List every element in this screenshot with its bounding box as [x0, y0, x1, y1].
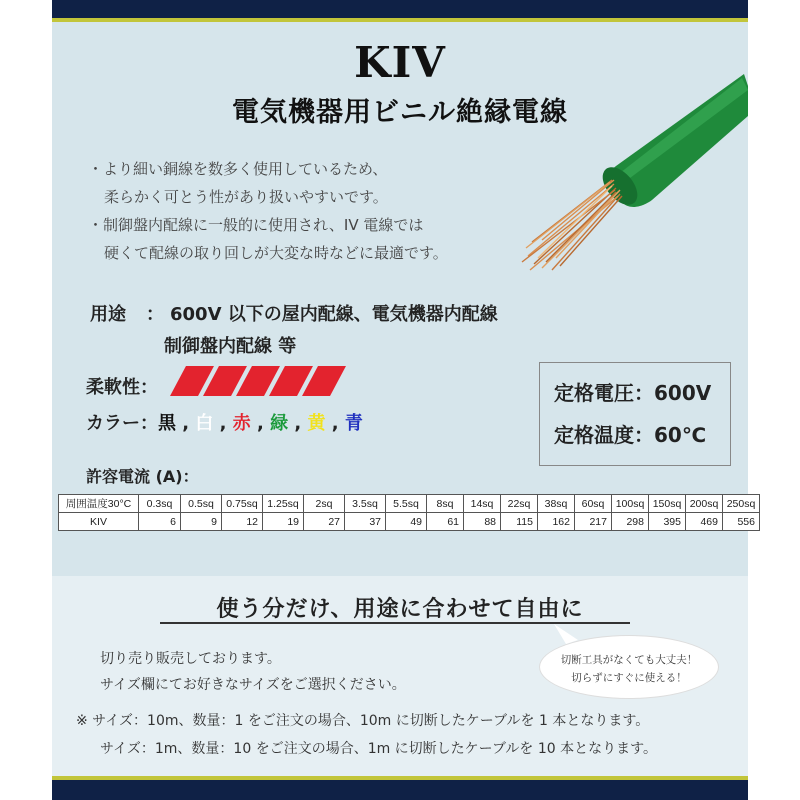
color-name: 黒	[158, 413, 176, 434]
sales-line-1: 切り売り販売しております。	[100, 651, 281, 667]
table-header-cell: 150sq	[649, 495, 686, 513]
table-row	[59, 513, 760, 531]
usage-label: 用途	[90, 304, 126, 325]
wire-image	[512, 72, 748, 282]
color-name: 白	[195, 413, 214, 434]
slogan: 使う分だけ、用途に合わせて自由に	[216, 597, 584, 622]
allowable-current-table	[58, 494, 760, 531]
table-cell: 298	[612, 513, 649, 531]
table-cell: 115	[501, 513, 538, 531]
table-header-cell: 0.5sq	[181, 495, 222, 513]
table-header-row	[59, 495, 760, 513]
color-separator: ,	[213, 413, 233, 434]
sales-line-2: サイズ欄にてお好きなサイズをご選択ください。	[100, 677, 406, 693]
color-name: 赤	[232, 413, 251, 434]
bottom-navy-bar	[52, 780, 748, 800]
color-name: 緑	[270, 413, 289, 434]
table-header-cell: 250sq	[723, 495, 760, 513]
color-separator: ,	[288, 413, 308, 434]
table-cell: 9	[181, 513, 222, 531]
table-cell: 12	[222, 513, 263, 531]
order-note-2: サイズ：1m、数量：10 をご注文の場合、1m に切断したケーブルを 10 本となります。	[100, 741, 658, 757]
table-cell: 162	[538, 513, 575, 531]
table-header-cell: 1.25sq	[263, 495, 304, 513]
order-note-1: ※ サイズ：10m、数量：1 をご注文の場合、10m に切断したケーブルを 1 本となります。	[76, 713, 650, 729]
feature-2-line-2: 硬くて配線の取り回しが大変な時などに最適です。	[104, 244, 448, 262]
flexibility-rating	[170, 366, 340, 396]
flexibility-label: 柔軟性：	[86, 377, 158, 398]
table-cell: 217	[575, 513, 612, 531]
table-cell: 27	[304, 513, 345, 531]
bubble-line-2: 切らずにすぐに使える！	[571, 672, 687, 684]
feature-1-line-2: 柔らかく可とう性があり扱いやすいです。	[104, 188, 388, 206]
color-list	[86, 409, 363, 435]
table-cell: 49	[386, 513, 427, 531]
table-cell: 88	[464, 513, 501, 531]
table-cell: 556	[723, 513, 760, 531]
color-separator: ,	[325, 413, 345, 434]
table-cell: 37	[345, 513, 386, 531]
rated-temperature: 定格温度：60℃	[554, 423, 707, 447]
table-header-cell: 3.5sq	[345, 495, 386, 513]
table-header-cell: 0.3sq	[139, 495, 181, 513]
product-subtitle: 電気機器用ビニル絶縁電線	[232, 97, 568, 128]
table-cell: KIV	[59, 513, 139, 531]
table-cell: 6	[139, 513, 181, 531]
rated-spec-box	[539, 362, 731, 466]
color-separator: ,	[250, 413, 271, 434]
table-header-cell: 周囲温度30°C	[59, 495, 139, 513]
table-header-cell: 200sq	[686, 495, 723, 513]
color-items	[158, 413, 363, 434]
top-navy-bar	[52, 0, 748, 18]
usage-colon: ：	[146, 304, 164, 325]
table-header-cell: 60sq	[575, 495, 612, 513]
table-cell: 469	[686, 513, 723, 531]
usage-line-1: 600V 以下の屋内配線、電気機器内配線	[170, 304, 498, 325]
feature-1-line-1: ・より細い銅線を数多く使用しているため、	[88, 160, 388, 178]
table-header-cell: 2sq	[304, 495, 345, 513]
table-header-cell: 8sq	[427, 495, 464, 513]
table-header-cell: 5.5sq	[386, 495, 427, 513]
table-cell: 61	[427, 513, 464, 531]
table-cell: 19	[263, 513, 304, 531]
table-header-cell: 38sq	[538, 495, 575, 513]
bubble-tail	[552, 622, 582, 646]
color-label: カラー：	[86, 413, 158, 434]
table-header-cell: 22sq	[501, 495, 538, 513]
rated-voltage: 定格電圧：600V	[554, 381, 712, 405]
color-name: 黄	[307, 413, 326, 434]
color-separator: ,	[176, 413, 196, 434]
bubble-line-1: 切断工具がなくても大丈夫！	[560, 654, 698, 666]
feature-2-line-1: ・制御盤内配線に一般的に使用され、IV 電線では	[88, 216, 424, 234]
color-name: 青	[344, 413, 363, 434]
usage-line-2: 制御盤内配線 等	[164, 336, 297, 357]
table-header-cell: 14sq	[464, 495, 501, 513]
product-title: KIV	[354, 38, 446, 87]
table-header-cell: 0.75sq	[222, 495, 263, 513]
table-header-cell: 100sq	[612, 495, 649, 513]
table-cell: 395	[649, 513, 686, 531]
allowable-current-title: 許容電流 (A)：	[86, 467, 199, 486]
copper-strands	[522, 180, 622, 270]
